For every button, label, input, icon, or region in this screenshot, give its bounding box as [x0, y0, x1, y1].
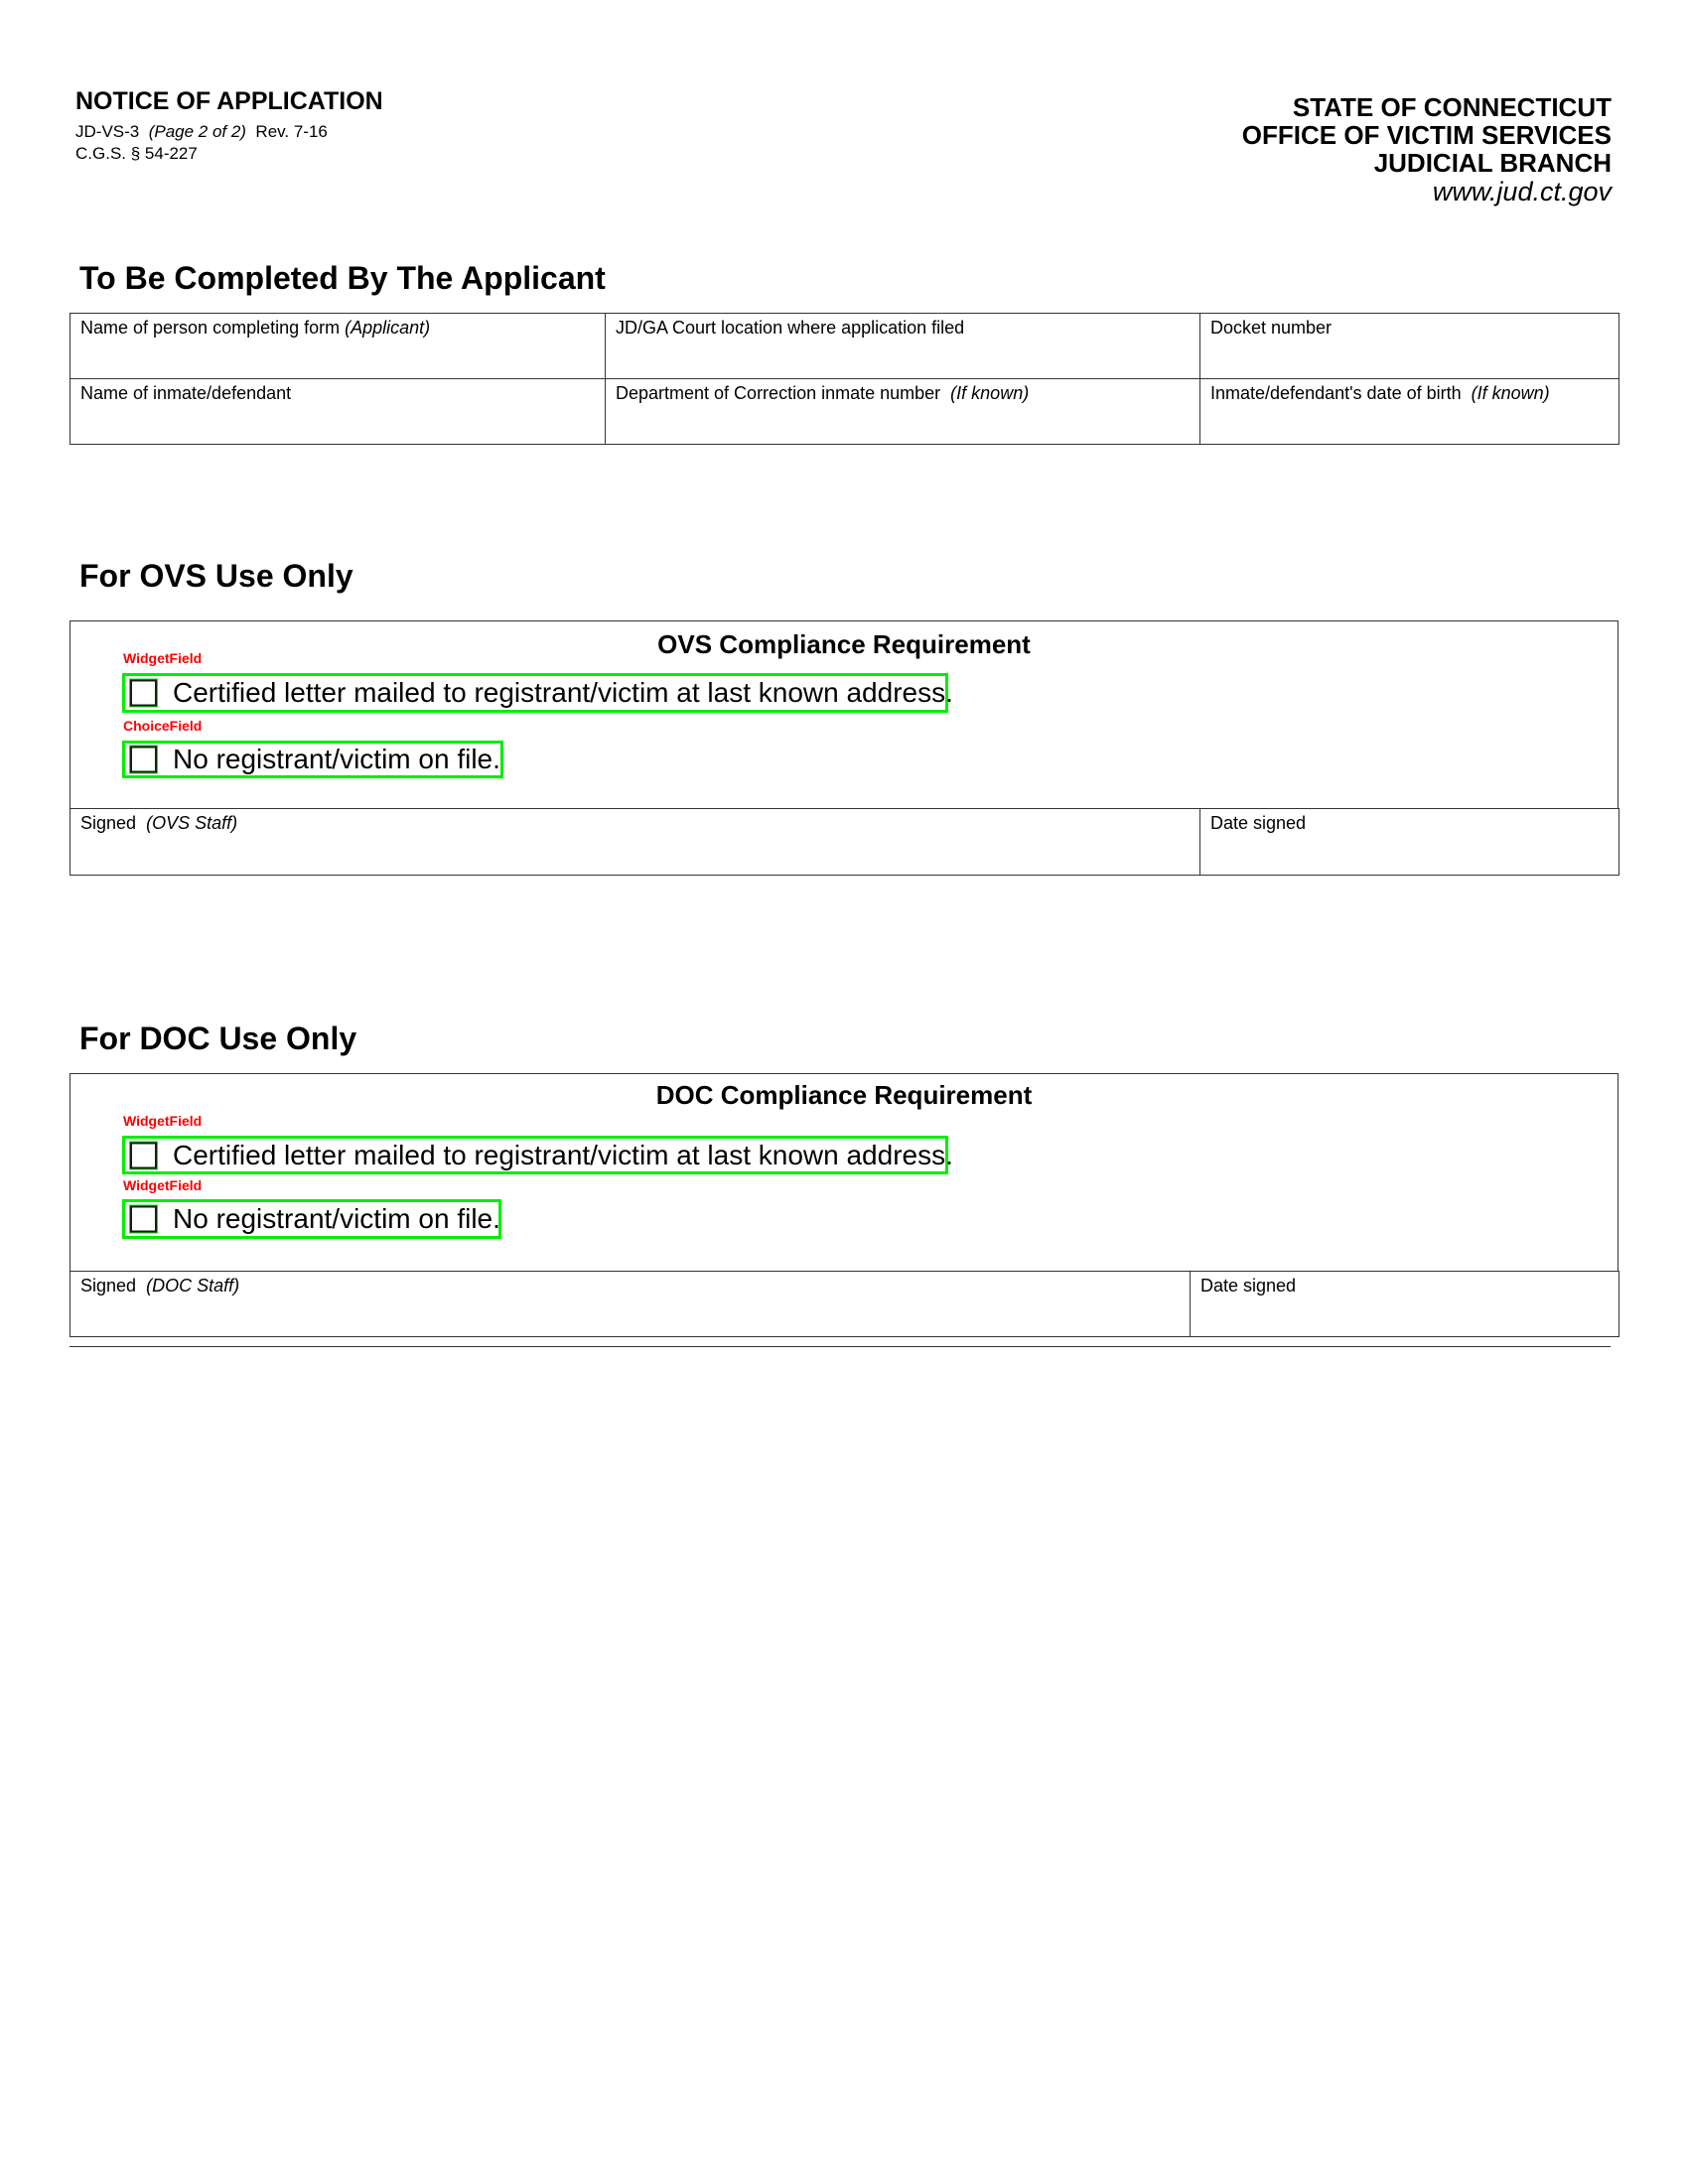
ovs-box-title: OVS Compliance Requirement — [657, 629, 1031, 659]
doc-inmate-number-field[interactable]: Department of Correction inmate number (If known) — [606, 379, 1200, 445]
applicant-name-field[interactable]: Name of person completing form (Applicant) — [70, 314, 606, 379]
ovs-signed-field[interactable]: Signed (OVS Staff) — [70, 809, 1200, 876]
revision: Rev. 7-16 — [255, 122, 328, 141]
doc-signed-field[interactable]: Signed (DOC Staff) — [70, 1272, 1191, 1337]
doc-field-tag-2: WidgetField — [123, 1177, 203, 1193]
doc-no-registrant-checkbox[interactable] — [130, 1206, 157, 1233]
website-url[interactable]: www.jud.ct.gov — [1432, 177, 1612, 206]
docket-number-field[interactable]: Docket number — [1200, 314, 1619, 379]
agency-block — [1242, 93, 1612, 177]
ovs-option-no-registrant[interactable] — [122, 741, 503, 778]
form-id-line — [75, 121, 328, 143]
ovs-section-title: For OVS Use Only — [79, 558, 353, 594]
doc-option-no-registrant[interactable] — [122, 1199, 501, 1239]
ovs-signature-table — [70, 808, 1619, 876]
inmate-name-field[interactable]: Name of inmate/defendant — [70, 379, 606, 445]
doc-option-1-label: Certified letter mailed to registrant/victim at last known address. — [173, 1139, 953, 1170]
state-name: STATE OF CONNECTICUT — [1292, 92, 1612, 122]
ovs-option-2-label: No registrant/victim on file. — [173, 744, 500, 774]
applicant-table — [70, 313, 1619, 445]
office-name: OFFICE OF VICTIM SERVICES — [1241, 120, 1612, 150]
doc-signature-table — [70, 1271, 1619, 1337]
doc-date-signed-field[interactable]: Date signed — [1191, 1272, 1619, 1337]
ovs-field-tag-1: WidgetField — [123, 650, 203, 666]
form-title: NOTICE OF APPLICATION — [75, 87, 383, 115]
doc-option-2-label: No registrant/victim on file. — [173, 1203, 500, 1234]
ovs-no-registrant-checkbox[interactable] — [130, 747, 157, 773]
applicant-section-title: To Be Completed By The Applicant — [79, 260, 606, 296]
court-location-field[interactable]: JD/GA Court location where application filed — [606, 314, 1200, 379]
statute-reference: C.G.S. § 54-227 — [75, 144, 198, 163]
ovs-option-certified-letter[interactable] — [122, 673, 953, 713]
inmate-dob-field[interactable]: Inmate/defendant's date of birth (If known) — [1200, 379, 1619, 445]
doc-certified-letter-checkbox[interactable] — [130, 1142, 157, 1168]
ovs-date-signed-field[interactable]: Date signed — [1200, 809, 1619, 876]
branch-name: JUDICIAL BRANCH — [1373, 148, 1612, 178]
doc-field-tag-1: WidgetField — [123, 1113, 203, 1129]
form-id: JD-VS-3 — [75, 122, 140, 141]
doc-option-certified-letter[interactable] — [122, 1136, 953, 1174]
bottom-divider — [70, 1346, 1611, 1347]
ovs-certified-letter-checkbox[interactable] — [130, 680, 157, 707]
ovs-option-1-label: Certified letter mailed to registrant/victim at last known address. — [173, 677, 953, 708]
doc-box-title: DOC Compliance Requirement — [655, 1080, 1033, 1110]
ovs-compliance-box — [70, 620, 1618, 809]
doc-section-title: For DOC Use Only — [79, 1021, 357, 1056]
ovs-field-tag-2: ChoiceField — [123, 718, 203, 734]
page-indicator: (Page 2 of 2) — [148, 122, 246, 141]
